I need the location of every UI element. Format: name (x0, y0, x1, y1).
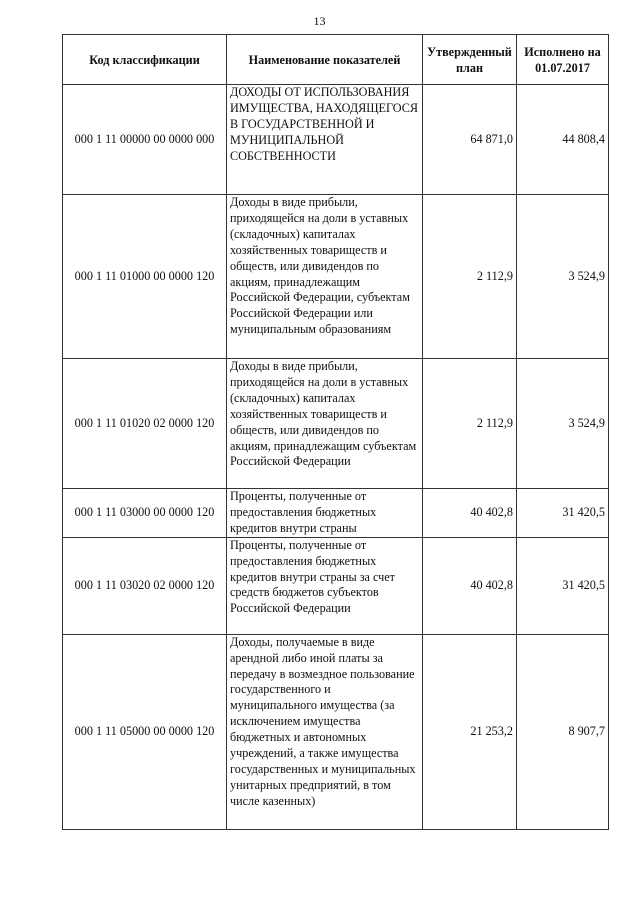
row-name: Доходы в виде прибыли, приходящейся на доли в уставных (складочных) капиталах хозяйственных товариществ и обществ, или дивидендов по акциям, принадлежащим субъектам Российской Федерации (227, 359, 423, 489)
row-name: Проценты, полученные от предоставления бюджетных кредитов внутри страны (227, 489, 423, 538)
row-executed: 31 420,5 (517, 537, 609, 634)
row-name: ДОХОДЫ ОТ ИСПОЛЬЗОВАНИЯ ИМУЩЕСТВА, НАХОДЯЩЕГОСЯ В ГОСУДАРСТВЕННОЙ И МУНИЦИПАЛЬНОЙ СОБСТВЕННОСТИ (227, 85, 423, 195)
table-row (63, 634, 609, 829)
row-plan: 2 112,9 (423, 195, 517, 359)
page-number: 13 (313, 14, 326, 28)
table-row (63, 537, 609, 634)
row-name: Проценты, полученные от предоставления бюджетных кредитов внутри страны за счет средств бюджетов субъектов Российской Федерации (227, 537, 423, 634)
row-plan: 40 402,8 (423, 489, 517, 538)
header-code: Код классификации (63, 35, 227, 85)
row-plan: 21 253,2 (423, 634, 517, 829)
row-executed: 44 808,4 (517, 85, 609, 195)
header-executed: Исполнено на 01.07.2017 (517, 35, 609, 85)
row-name: Доходы в виде прибыли, приходящейся на доли в уставных (складочных) капиталах хозяйственных товариществ и обществ, или дивидендов по акциям, принадлежащим Российской Федерации, субъектам Российской Федерации или муниципальным образованиям (227, 195, 423, 359)
row-code: 000 1 11 00000 00 0000 000 (63, 85, 227, 195)
row-name: Доходы, получаемые в виде арендной либо иной платы за передачу в возмездное пользование государственного и муниципального имущества (за исключением имущества бюджетных и автономных учреждений, а также имущества государственных и муниципальных унитарных предприятий, в том числе казенных) (227, 634, 423, 829)
row-plan: 40 402,8 (423, 537, 517, 634)
row-code: 000 1 11 05000 00 0000 120 (63, 634, 227, 829)
row-executed: 8 907,7 (517, 634, 609, 829)
row-executed: 3 524,9 (517, 359, 609, 489)
row-code: 000 1 11 01000 00 0000 120 (63, 195, 227, 359)
header-name: Наименование показателей (227, 35, 423, 85)
row-executed: 31 420,5 (517, 489, 609, 538)
table-row (63, 359, 609, 489)
header-plan: Утвержденный план (423, 35, 517, 85)
row-code: 000 1 11 03020 02 0000 120 (63, 537, 227, 634)
row-code: 000 1 11 03000 00 0000 120 (63, 489, 227, 538)
row-plan: 64 871,0 (423, 85, 517, 195)
table-row (63, 489, 609, 538)
revenue-table (62, 34, 609, 830)
row-plan: 2 112,9 (423, 359, 517, 489)
table-header-row (63, 35, 609, 85)
row-code: 000 1 11 01020 02 0000 120 (63, 359, 227, 489)
table-row (63, 85, 609, 195)
table-row (63, 195, 609, 359)
row-executed: 3 524,9 (517, 195, 609, 359)
